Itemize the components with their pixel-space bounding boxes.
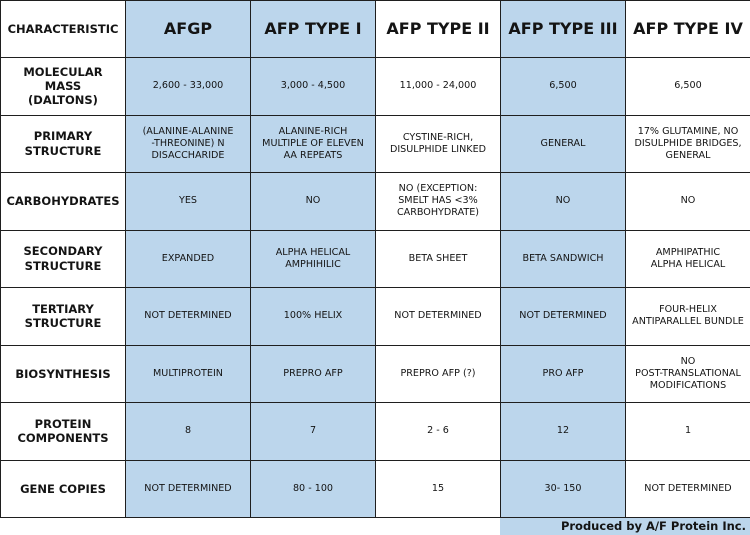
cell-afp-type-iii: NO: [501, 173, 626, 231]
cell-afp-type-i: 3,000 - 4,500: [251, 58, 376, 116]
cell-afp-type-ii: NO (EXCEPTION: SMELT HAS <3% CARBOHYDRATE): [376, 173, 501, 231]
cell-afgp: YES: [126, 173, 251, 231]
cell-afp-type-iii: 6,500: [501, 58, 626, 116]
row-label: PRIMARY STRUCTURE: [1, 115, 126, 173]
cell-afgp: EXPANDED: [126, 230, 251, 288]
cell-afgp: NOT DETERMINED: [126, 288, 251, 346]
cell-afp-type-i: ALPHA HELICAL AMPHIHILIC: [251, 230, 376, 288]
header-afp-type-i: AFP TYPE I: [251, 1, 376, 58]
cell-afp-type-i: 80 - 100: [251, 460, 376, 518]
row-label: CARBOHYDRATES: [1, 173, 126, 231]
cell-afgp: 8: [126, 403, 251, 461]
footer-credit: Produced by A/F Protein Inc.: [500, 518, 750, 535]
cell-afp-type-iv: 17% GLUTAMINE, NO DISULPHIDE BRIDGES, GENERAL: [626, 115, 750, 173]
cell-afp-type-iv: NO POST-TRANSLATIONAL MODIFICATIONS: [626, 345, 750, 403]
cell-afp-type-i: PREPRO AFP: [251, 345, 376, 403]
header-afp-type-iii: AFP TYPE III: [501, 1, 626, 58]
cell-afgp: (ALANINE-ALANINE -THREONINE) N DISACCHARIDE: [126, 115, 251, 173]
cell-afp-type-iii: PRO AFP: [501, 345, 626, 403]
table-row: [1, 345, 750, 403]
cell-afp-type-ii: PREPRO AFP (?): [376, 345, 501, 403]
row-label: TERTIARY STRUCTURE: [1, 288, 126, 346]
cell-afp-type-iii: BETA SANDWICH: [501, 230, 626, 288]
cell-afp-type-ii: NOT DETERMINED: [376, 288, 501, 346]
cell-afp-type-ii: BETA SHEET: [376, 230, 501, 288]
row-label: MOLECULAR MASS (DALTONS): [1, 58, 126, 116]
cell-afp-type-iv: AMPHIPATHIC ALPHA HELICAL: [626, 230, 750, 288]
row-label: BIOSYNTHESIS: [1, 345, 126, 403]
cell-afp-type-iv: 6,500: [626, 58, 750, 116]
header-row: [1, 1, 750, 58]
cell-afp-type-iii: 12: [501, 403, 626, 461]
cell-afgp: NOT DETERMINED: [126, 460, 251, 518]
header-characteristic: CHARACTERISTIC: [1, 1, 126, 58]
row-label: SECONDARY STRUCTURE: [1, 230, 126, 288]
cell-afp-type-ii: 15: [376, 460, 501, 518]
cell-afp-type-iv: 1: [626, 403, 750, 461]
row-label: PROTEIN COMPONENTS: [1, 403, 126, 461]
cell-afp-type-ii: 11,000 - 24,000: [376, 58, 501, 116]
cell-afp-type-iii: NOT DETERMINED: [501, 288, 626, 346]
cell-afp-type-ii: 2 - 6: [376, 403, 501, 461]
header-afgp: AFGP: [126, 1, 251, 58]
table-row: [1, 460, 750, 518]
table-row: [1, 288, 750, 346]
header-afp-type-iv: AFP TYPE IV: [626, 1, 750, 58]
cell-afp-type-ii: CYSTINE-RICH, DISULPHIDE LINKED: [376, 115, 501, 173]
cell-afp-type-iii: 30- 150: [501, 460, 626, 518]
row-label: GENE COPIES: [1, 460, 126, 518]
cell-afp-type-i: 7: [251, 403, 376, 461]
cell-afgp: 2,600 - 33,000: [126, 58, 251, 116]
cell-afp-type-iv: NOT DETERMINED: [626, 460, 750, 518]
table-body: [1, 58, 750, 518]
cell-afp-type-i: NO: [251, 173, 376, 231]
table-row: [1, 230, 750, 288]
cell-afp-type-i: 100% HELIX: [251, 288, 376, 346]
cell-afp-type-iii: GENERAL: [501, 115, 626, 173]
cell-afp-type-iv: FOUR-HELIX ANTIPARALLEL BUNDLE: [626, 288, 750, 346]
header-afp-type-ii: AFP TYPE II: [376, 1, 501, 58]
table-row: [1, 173, 750, 231]
cell-afp-type-iv: NO: [626, 173, 750, 231]
table-row: [1, 115, 750, 173]
table-row: [1, 403, 750, 461]
cell-afgp: MULTIPROTEIN: [126, 345, 251, 403]
table-row: [1, 58, 750, 116]
cell-afp-type-i: ALANINE-RICH MULTIPLE OF ELEVEN AA REPEATS: [251, 115, 376, 173]
